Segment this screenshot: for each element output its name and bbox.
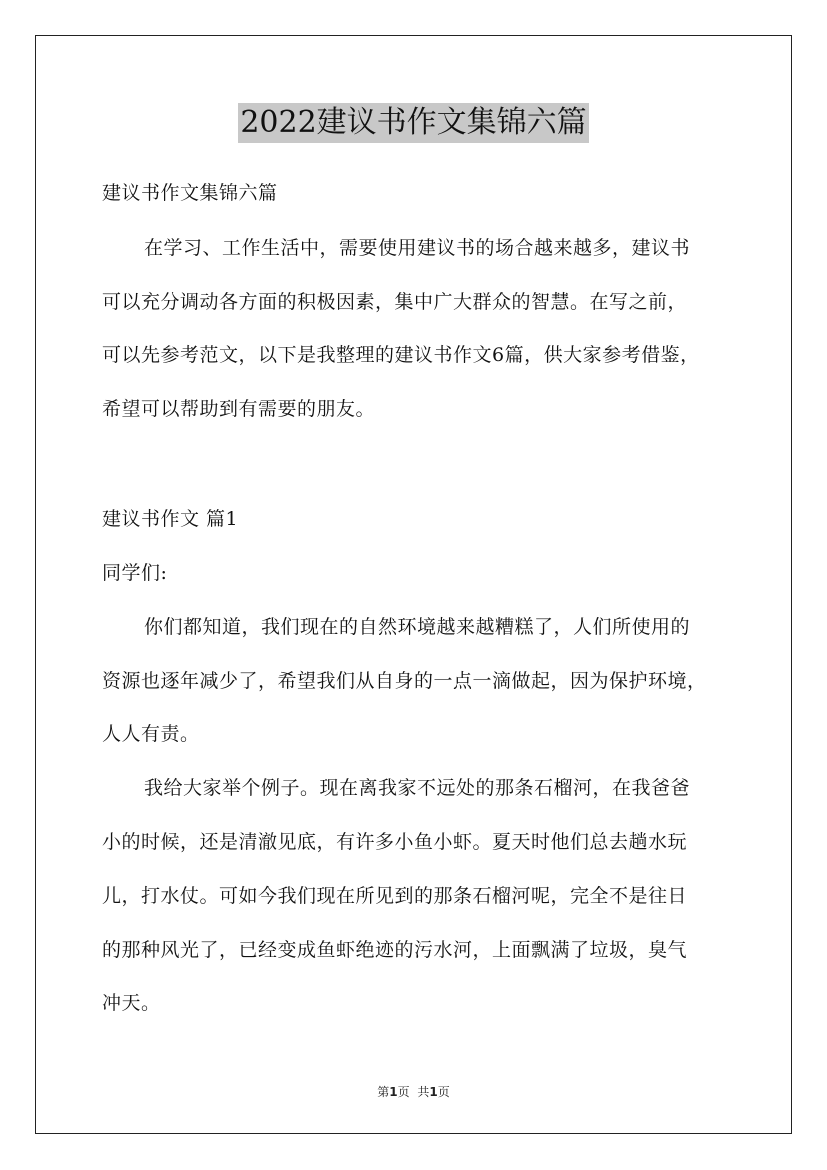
section-heading: 建议书作文 篇1 xyxy=(102,508,239,530)
intro-line-2: 可以充分调动各方面的积极因素，集中广大群众的智慧。在写之前， xyxy=(102,291,688,313)
footer-total-pages: 1 xyxy=(429,1085,438,1099)
para2-line-2: 小的时候，还是清澈见底，有许多小鱼小虾。夏天时他们总去趟水玩 xyxy=(102,831,688,853)
para1-line-2: 资源也逐年减少了，希望我们从自身的一点一滴做起，因为保护环境， xyxy=(102,670,707,692)
footer-prefix: 第 xyxy=(377,1085,390,1099)
document-title: 2022建议书作文集锦六篇 xyxy=(238,103,588,143)
footer-page-number: 1 xyxy=(389,1085,398,1099)
para2-line-1: 我给大家举个例子。现在离我家不远处的那条石榴河，在我爸爸 xyxy=(144,777,691,799)
para2-line-5: 冲天。 xyxy=(102,992,161,1014)
footer-page-suffix: 页 xyxy=(397,1085,410,1099)
para2-line-4: 的那种风光了，已经变成鱼虾绝迹的污水河，上面飘满了垃圾，臭气 xyxy=(102,939,688,961)
greeting: 同学们: xyxy=(102,562,168,584)
para1-line-1: 你们都知道，我们现在的自然环境越来越糟糕了，人们所使用的 xyxy=(144,616,691,638)
document-subtitle: 建议书作文集锦六篇 xyxy=(102,182,278,204)
footer-total-suffix: 页 xyxy=(437,1085,450,1099)
footer-total-prefix: 共 xyxy=(417,1085,430,1099)
title-container xyxy=(0,103,827,143)
intro-line-1: 在学习、工作生活中，需要使用建议书的场合越来越多，建议书 xyxy=(144,237,691,259)
para2-line-3: 儿，打水仗。可如今我们现在所见到的那条石榴河呢，完全不是往日 xyxy=(102,885,688,907)
intro-line-3: 可以先参考范文，以下是我整理的建议书作文6篇，供大家参考借鉴， xyxy=(102,344,700,366)
para1-line-3: 人人有责。 xyxy=(102,723,200,745)
page-footer xyxy=(0,1084,827,1100)
intro-line-4: 希望可以帮助到有需要的朋友。 xyxy=(102,398,376,420)
